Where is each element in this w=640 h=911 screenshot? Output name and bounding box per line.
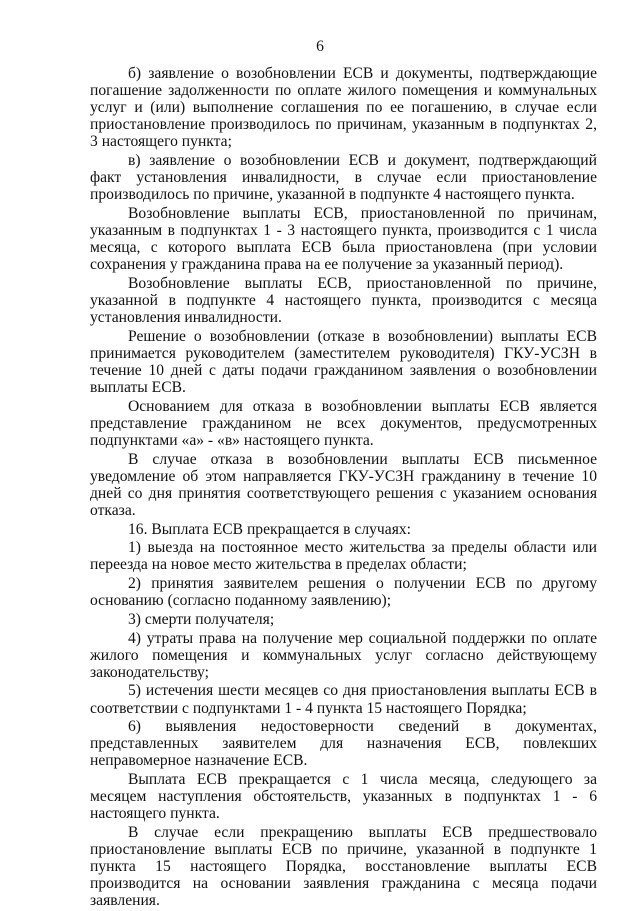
paragraph-decision: Решение о возобновлении (отказе в возобновлении) выплаты ЕСВ принимается руководителем (заместителем руководителя) ГКУ-УСЗН в течение 10 дней с даты подачи гражданином заявления о возобновлении выплаты ЕСВ. <box>90 327 597 397</box>
paragraph-subitem-v: в) заявление о возобновлении ЕСВ и документ, подтверждающий факт установления инвалидности, в случае если приостановление производилось по причине, указанной в подпункте 4 настоящего пункта. <box>90 152 597 204</box>
paragraph-refusal-grounds: Основанием для отказа в возобновлении выплаты ЕСВ является представление гражданином не всех документов, предусмотренных подпунктами «а» - «в» настоящего пункта. <box>90 397 597 449</box>
paragraph-case-3: 3) смерти получателя; <box>128 610 275 628</box>
paragraph-case-5: 5) истечения шести месяцев со дня приостановления выплаты ЕСВ в соответствии с подпунктами 1 - 4 пункта 15 настоящего Порядка; <box>90 682 597 717</box>
paragraph-case-6: 6) выявления недостоверности сведений в документах, представленных заявителем для назначения ЕСВ, повлекших неправомерное назначение ЕСВ. <box>90 718 597 770</box>
page-number: 6 <box>316 38 324 55</box>
paragraph-resumption-4: Возобновление выплаты ЕСВ, приостановленной по причине, указанной в подпункте 4 настоящего пункта, производится с месяца установления инвалидности. <box>90 274 597 327</box>
paragraph-restoration: В случае если прекращению выплаты ЕСВ предшествовало приостановление выплаты ЕСВ по причине, указанной в подпункте 1 пункта 15 настоящего Порядка, восстановление выплаты ЕСВ производится на основании заявления гражданина с месяца подачи заявления. <box>90 823 597 910</box>
paragraph-subitem-b: б) заявление о возобновлении ЕСВ и документы, подтверждающие погашение задолженности по оплате жилого помещения и коммунальных услуг и (или) выполнение соглашения по ее погашению, в случае если приостановление производилось по причинам, указанным в подпунктах 2, 3 настоящего пункта; <box>90 65 597 151</box>
paragraph-resumption-1-3: Возобновление выплаты ЕСВ, приостановленной по причинам, указанным в подпунктах 1 - 3 настоящего пункта, производится с 1 числа месяца, с которого выплата ЕСВ была приостановлена (при условии сохранения у гражданина права на ее получение за указанный период). <box>90 204 597 274</box>
paragraph-case-2: 2) принятия заявителем решения о получении ЕСВ по другому основанию (согласно поданному заявлению); <box>90 575 597 610</box>
paragraph-termination-date: Выплата ЕСВ прекращается с 1 числа месяца, следующего за месяцем наступления обстоятельств, указанных в подпунктах 1 - 6 настоящего пункта. <box>90 771 597 823</box>
document-body <box>90 65 597 911</box>
paragraph-case-1: 1) выезда на постоянное место жительства за пределы области или переезда на новое место жительства в пределах области; <box>90 539 597 574</box>
paragraph-refusal-notice: В случае отказа в возобновлении выплаты ЕСВ письменное уведомление об этом направляется ГКУ-УСЗН гражданину в течение 10 дней со дня принятия соответствующего решения с указанием основания отказа. <box>90 450 597 519</box>
paragraph-section-16: 16. Выплата ЕСВ прекращается в случаях: <box>128 520 411 538</box>
paragraph-case-4: 4) утраты права на получение мер социальной поддержки по оплате жилого помещения и коммунальных услуг согласно действующему законодательству; <box>90 629 597 681</box>
